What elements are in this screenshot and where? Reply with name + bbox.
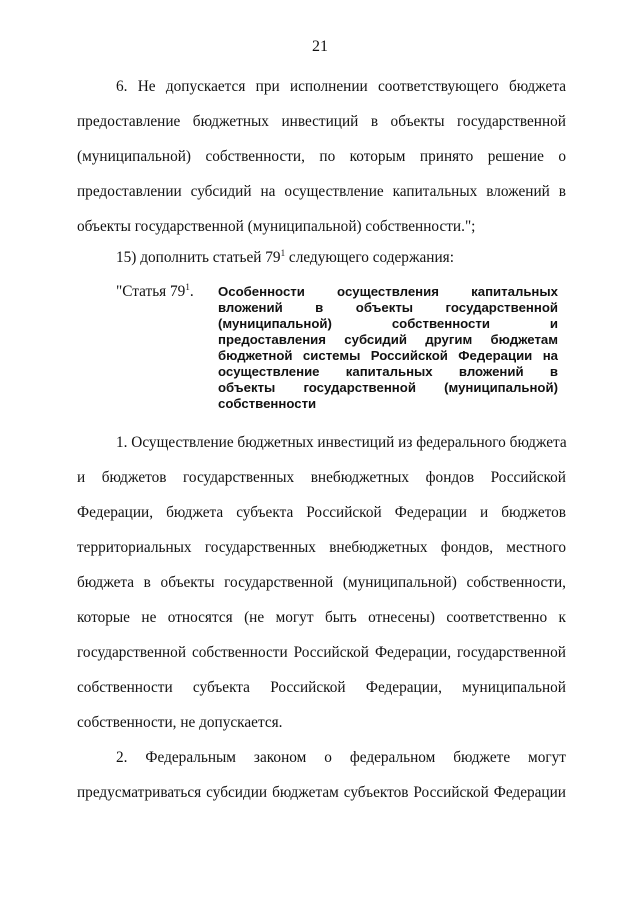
article-label-text: "Статья 79 xyxy=(116,283,186,300)
article-label-dot: . xyxy=(189,283,194,300)
paragraph-line: (муниципальной) собственности, по которым принято решение о xyxy=(77,148,566,165)
item-15-text-end: следующего содержания: xyxy=(285,249,454,266)
paragraph-line: предоставлении субсидий на осуществление капитальных вложений в xyxy=(77,183,566,200)
article-heading-line: Особенности осуществления капитальных xyxy=(218,284,558,299)
paragraph-line: Федерации, бюджета субъекта Российской Федерации и бюджетов xyxy=(77,504,566,521)
paragraph-line: 2. Федеральным законом о федеральном бюджете могут xyxy=(116,749,566,766)
article-heading-line: объекты государственной (муниципальной) xyxy=(218,380,558,395)
paragraph-line: 1. Осуществление бюджетных инвестиций из федерального бюджета xyxy=(116,434,567,451)
page-number: 21 xyxy=(312,38,328,55)
item-15-text: 15) дополнить статьей 79 xyxy=(116,249,281,266)
paragraph-line: государственной собственности Российской Федерации, государственной xyxy=(77,644,566,661)
paragraph-line: объекты государственной (муниципальной) собственности."; xyxy=(77,218,476,235)
paragraph-line: предоставление бюджетных инвестиций в объекты государственной xyxy=(77,113,566,130)
article-heading-line: (муниципальной) собственности и xyxy=(218,316,558,331)
article-label xyxy=(116,283,194,301)
paragraph-line: 6. Не допускается при исполнении соответствующего бюджета xyxy=(116,78,566,95)
paragraph-line: собственности, не допускается. xyxy=(77,714,283,731)
item-15-superscript: 1 xyxy=(280,248,286,258)
article-heading-line: предоставления субсидий другим бюджетам xyxy=(218,332,558,347)
article-label-superscript: 1 xyxy=(185,282,190,292)
item-15-line xyxy=(116,249,566,267)
paragraph-line: и бюджетов государственных внебюджетных фондов Российской xyxy=(77,469,566,486)
article-heading-line: бюджетной системы Российской Федерации на xyxy=(218,348,558,363)
paragraph-line: предусматриваться субсидии бюджетам субъектов Российской Федерации xyxy=(77,784,566,801)
paragraph-line: бюджета в объекты государственной (муниципальной) собственности, xyxy=(77,574,566,591)
article-heading-line: осуществление капитальных вложений в xyxy=(218,364,558,379)
paragraph-line: собственности субъекта Российской Федерации, муниципальной xyxy=(77,679,566,696)
article-heading-line: собственности xyxy=(218,396,317,411)
paragraph-line: которые не относятся (не могут быть отнесены) соответственно к xyxy=(77,609,566,626)
paragraph-line: территориальных государственных внебюджетных фондов, местного xyxy=(77,539,566,556)
article-heading-line: вложений в объекты государственной xyxy=(218,300,558,315)
